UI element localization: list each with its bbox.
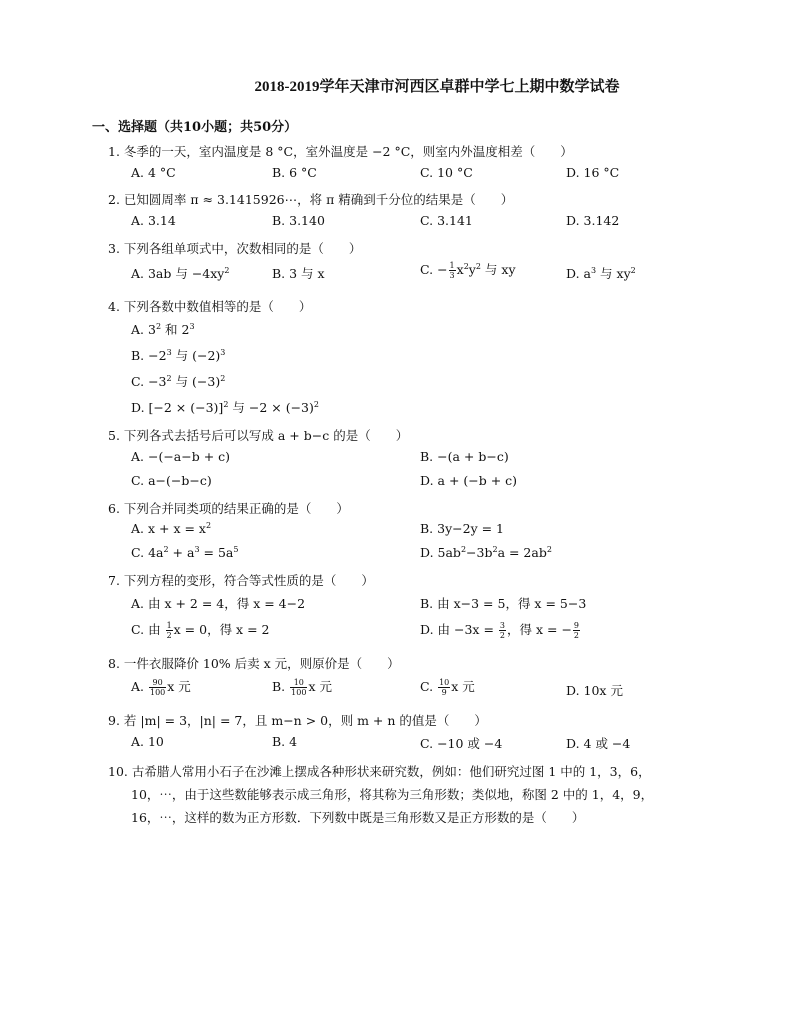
question-10-line-1: 10. 古希腊人常用小石子在沙滩上摆成各种形状来研究数，例如：他们研究过图 1 中的 1，3，6， bbox=[108, 764, 651, 779]
q3-option-a: A. 3ab 与 $-4xy^2$ bbox=[131, 265, 230, 281]
question-10-line-2: 10，⋯，由于这些数能够表示成三角形，将其称为三角形数；类似地，称图 2 中的 1，4，9， bbox=[131, 787, 654, 802]
q5-option-d: D. a + (−b + c) bbox=[420, 473, 518, 488]
q4-option-d: D. $[-2 \times (-3)]^2$ 与 $-2 \times (-3)^2$ bbox=[131, 399, 319, 415]
q8-option-c: C. $\frac{10}{9}$ x 元 bbox=[420, 678, 475, 697]
q5-option-a: A. −(−a−b + c) bbox=[131, 449, 231, 464]
question-4: 4. 下列各数中数值相等的是（ ） bbox=[108, 299, 312, 314]
q6-option-c: C. $4a^2 + a^3 = 5a^5$ bbox=[131, 544, 239, 560]
q3-option-d: D. $a^3$ 与 $xy^2$ bbox=[566, 265, 636, 281]
q9-option-d: D. 4 或 −4 bbox=[566, 736, 631, 751]
q1-option-b: B. 6 °C bbox=[272, 165, 317, 180]
q8-option-a: A. $\frac{90}{100}$ x 元 bbox=[131, 678, 191, 697]
q7-option-d: D. 由 −3x = $\frac{3}{2}$ ，得 x = − $\frac{9}{2}$ bbox=[420, 621, 580, 640]
q3-option-c: C. − $\frac{1}{3}$ $x^2y^2$ 与 xy bbox=[420, 261, 516, 280]
q8-option-d: D. 10x 元 bbox=[566, 683, 623, 698]
q5-option-b: B. −(a + b−c) bbox=[420, 449, 509, 464]
question-1: 1. 冬季的一天，室内温度是 8 °C，室外温度是 −2 °C，则室内外温度相差（ ） bbox=[108, 144, 573, 159]
question-8: 8. 一件衣服降价 10% 后卖 x 元，则原价是（ ） bbox=[108, 656, 400, 671]
q2-option-a: A. 3.14 bbox=[131, 213, 176, 228]
q3-option-b: B. 3 与 x bbox=[272, 266, 325, 281]
section-heading: 一、选择题（共10小题；共50分） bbox=[92, 120, 298, 135]
question-2: 2. 已知圆周率 π ≈ 3.1415926⋯，将 π 精确到千分位的结果是（ ） bbox=[108, 192, 514, 207]
q1-option-c: C. 10 °C bbox=[420, 165, 473, 180]
q1-option-d: D. 16 °C bbox=[566, 165, 620, 180]
q2-option-c: C. 3.141 bbox=[420, 213, 473, 228]
q9-option-b: B. 4 bbox=[272, 734, 298, 749]
question-3: 3. 下列各组单项式中，次数相同的是（ ） bbox=[108, 241, 362, 256]
q4-option-c: C. $-3^2$ 与 $(-3)^2$ bbox=[131, 373, 226, 389]
q5-option-c: C. a−(−b−c) bbox=[131, 473, 212, 488]
q2-option-b: B. 3.140 bbox=[272, 213, 325, 228]
question-9: 9. 若 |m| = 3，|n| = 7，且 m−n > 0，则 m + n 的值是（ ） bbox=[108, 713, 487, 728]
q8-option-b: B. $\frac{10}{100}$ x 元 bbox=[272, 678, 332, 697]
question-7: 7. 下列方程的变形，符合等式性质的是（ ） bbox=[108, 573, 374, 588]
q9-option-a: A. 10 bbox=[131, 734, 164, 749]
q4-option-a: A. $3^2$ 和 $2^3$ bbox=[131, 321, 195, 337]
page-title: 2018-2019学年天津市河西区卓群中学七上期中数学试卷 bbox=[254, 79, 620, 95]
q6-option-b: B. 3y−2y = 1 bbox=[420, 521, 505, 536]
question-10-line-3: 16，⋯，这样的数为正方形数．下列数中既是三角形数又是正方形数的是（ ） bbox=[131, 810, 585, 825]
q1-option-a: A. 4 °C bbox=[131, 165, 176, 180]
q2-option-d: D. 3.142 bbox=[566, 213, 620, 228]
q9-option-c: C. −10 或 −4 bbox=[420, 736, 503, 751]
q4-option-b: B. $-2^3$ 与 $(-2)^3$ bbox=[131, 347, 226, 363]
q6-option-a: A. $x + x = x^2$ bbox=[131, 520, 212, 536]
question-6: 6. 下列合并同类项的结果正确的是（ ） bbox=[108, 501, 349, 516]
question-5: 5. 下列各式去括号后可以写成 a + b−c 的是（ ） bbox=[108, 428, 409, 443]
q6-option-d: D. $5ab^2-3b^2a = 2ab^2$ bbox=[420, 544, 552, 560]
q7-option-b: B. 由 x−3 = 5，得 x = 5−3 bbox=[420, 596, 587, 611]
q7-option-a: A. 由 x + 2 = 4，得 x = 4−2 bbox=[131, 596, 306, 611]
q7-option-c: C. 由 $\frac{1}{2}$ x = 0，得 x = 2 bbox=[131, 621, 270, 640]
